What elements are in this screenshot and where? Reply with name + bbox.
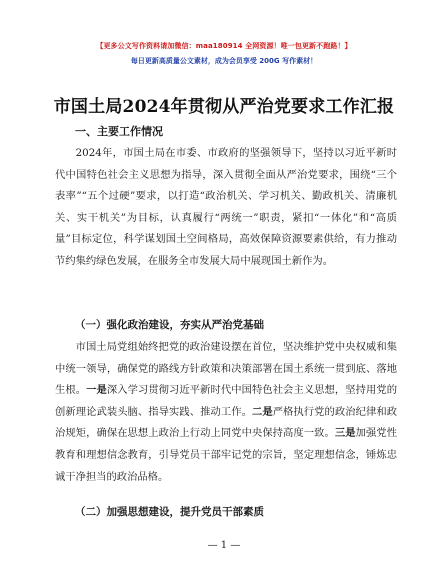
section-paragraph-overview: 2024年，市国土局在市委、市政府的坚强领导下，坚持以习近平新时代中国特色社会主义思想为指导，深入贯彻全面从严治党要求，围绕“三个表率”“五个过硬”要求，以打造“政治机关、学习机关、勤政机关、清廉机关、实干机关”为目标，认真履行“两统一”职责，紧扣“一体化”和“高质量”目标定位，科学谋划国土空间格局，高效保障资源要素供给，有力推动节约集约绿色发展，在服务全市发展大局中展现国土新作为。 bbox=[55, 147, 397, 267]
section-heading-main-work bbox=[55, 121, 397, 143]
promo-banner-membership: 每日更新高质量公文素材，成为会员享受 200G 写作素材！ bbox=[130, 57, 318, 65]
paragraph-text: 深入学习贯彻习近平新时代中国特色社会主义思想，坚持用党的创新理论武装头脑、指导实践、推动工作。 bbox=[55, 384, 398, 418]
subsection-heading-text: （一）强化政治建设，夯实从严治党基础 bbox=[75, 319, 264, 331]
document-title: 市国土局2024年贯彻从严治党要求工作汇报 bbox=[53, 97, 395, 117]
paragraph-text: 严格执行党的政治纪律和政治规矩，确保在思想上政治上行动上同党中央保持高度一致。 bbox=[55, 405, 398, 440]
section-heading-text: 一、主要工作情况 bbox=[75, 125, 163, 138]
point-label-three: 三是 bbox=[334, 427, 356, 440]
subsection-heading-text: （二）加强思想建设，提升党员干部素质 bbox=[75, 506, 264, 518]
subsection-paragraph-political bbox=[55, 337, 397, 488]
paragraph-text: 市国土局党组始终把党的政治建设摆在首位，坚决维护党中央权威和集中统一领导，确保党的路线方针政策和决策部署在国土系统一贯到底、落地生根。 bbox=[55, 341, 397, 397]
page-number: — 1 — bbox=[207, 540, 241, 551]
paragraph-text: 加强党性教育和理想信念教育，引导党员干部牢记党的宗旨，坚定理想信念，锤炼忠诚干净担当的政治品格。 bbox=[55, 427, 398, 483]
point-label-one: 一是 bbox=[86, 384, 107, 397]
promo-banner-wechat: 【更多公文写作资料请加微信：maa180914 全网资源！唯一包更新不跑路！】 bbox=[96, 42, 352, 50]
subsection-heading-political bbox=[55, 315, 397, 337]
subsection-heading-ideological bbox=[55, 502, 397, 524]
point-label-two: 二是 bbox=[251, 405, 273, 418]
